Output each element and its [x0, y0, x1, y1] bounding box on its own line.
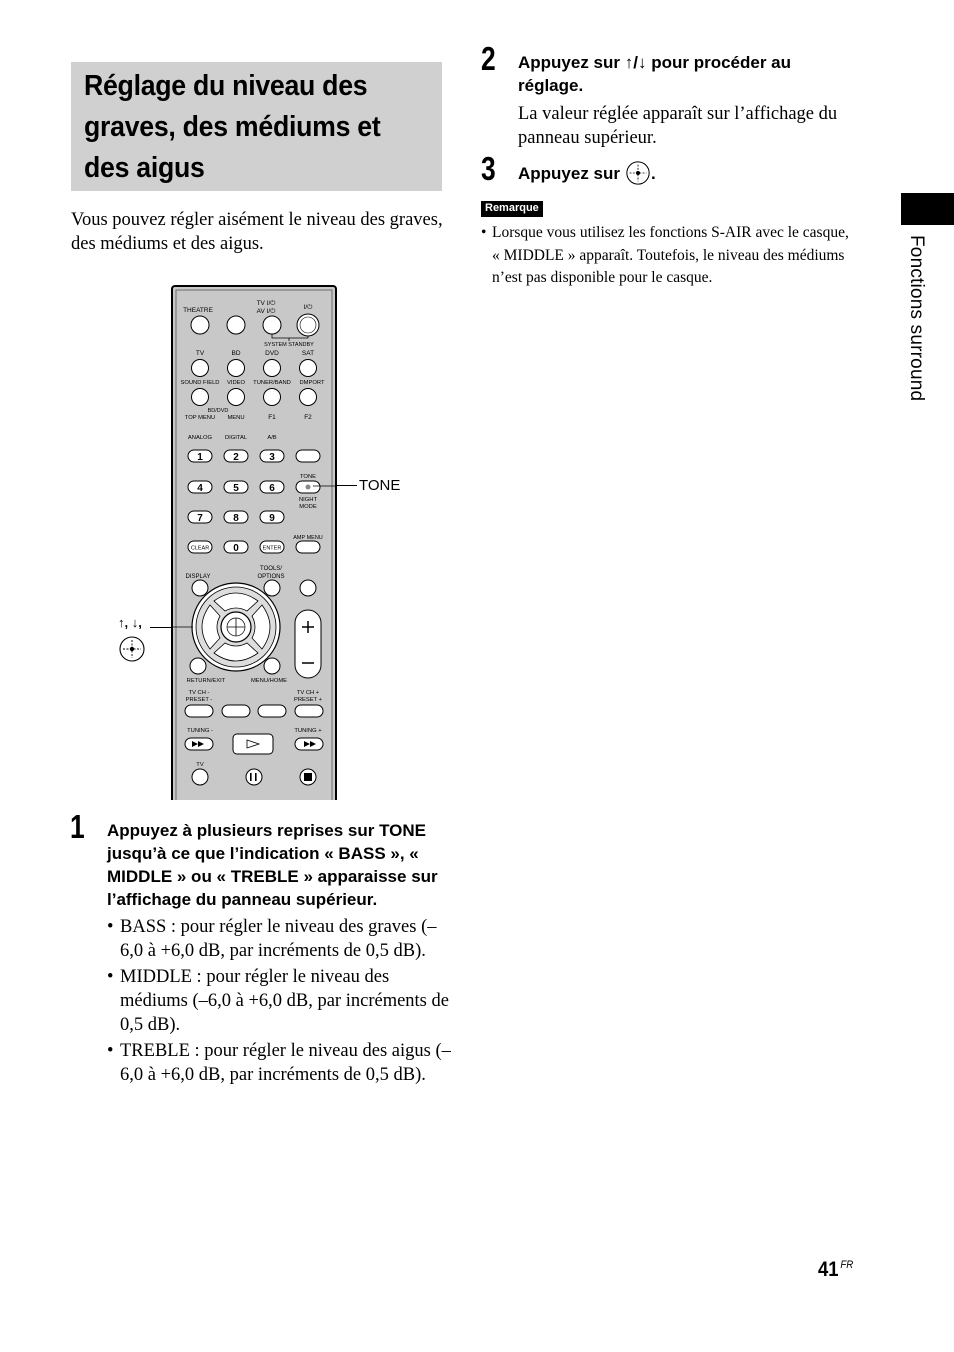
label-bd: BD — [231, 350, 241, 357]
label-theatre: THEATRE — [183, 307, 213, 314]
tuner-band-button[interactable] — [264, 389, 281, 406]
side-tab-label: Fonctions surround — [906, 235, 927, 402]
label-tv: TV — [195, 350, 205, 357]
label-tuning-minus: TUNING - — [187, 728, 213, 734]
remark-list — [481, 222, 856, 292]
label-return-exit: RETURN/EXIT — [186, 678, 226, 684]
label-tv-ch-plus: TV CH + — [296, 690, 320, 696]
label-menu: MENU — [227, 415, 245, 421]
page-title: Réglage du niveau des graves, des médiums et des aigus — [84, 70, 381, 184]
label-power: I/⏻ — [303, 304, 313, 311]
label-sat: SAT — [301, 350, 315, 357]
theatre-button[interactable] — [191, 316, 209, 334]
label-preset-plus: PRESET + — [293, 697, 323, 703]
label-f1: F1 — [268, 414, 276, 421]
input-button[interactable] — [227, 316, 245, 334]
tone-dot-icon — [306, 485, 311, 490]
step-3-number: 3 — [481, 150, 496, 187]
pause-button[interactable] — [246, 769, 262, 785]
digit-7-label: 7 — [197, 513, 203, 524]
step-1-number: 1 — [70, 808, 85, 845]
tone-callout-line — [337, 485, 357, 486]
page-number-value: 41 — [818, 1258, 839, 1281]
digit-3-label: 3 — [269, 452, 275, 463]
remote-illustration — [171, 285, 337, 800]
digit-8-label: 8 — [233, 513, 239, 524]
label-tuning-plus: TUNING + — [294, 728, 322, 734]
digit-4-label: 4 — [197, 483, 203, 494]
step-1-bullets — [107, 915, 455, 1089]
step-1-heading: Appuyez à plusieurs reprises sur TONE jusqu’à ce que l’indication « BASS », « MIDDLE » ou « TREBLE » apparaisse sur l’affichage du panneau supérieur. — [107, 821, 438, 909]
step-3-heading — [518, 160, 656, 186]
sat-input-button[interactable] — [300, 360, 317, 377]
step-2-heading-suffix: pour procéder au réglage. — [518, 53, 792, 95]
label-digital: DIGITAL — [224, 435, 248, 441]
amp-menu-button[interactable] — [296, 541, 320, 553]
remark-badge: Remarque — [481, 201, 543, 217]
volume-rocker[interactable] — [295, 610, 321, 678]
return-exit-button[interactable] — [190, 658, 206, 674]
arrows-callout-line — [150, 627, 172, 628]
remark-text: • Lorsque vous utilisez les fonctions S-AIR avec le casque, « MIDDLE » apparaît. Toutefois, le niveau des médiums n’est pas disponible pour le casque. — [481, 222, 856, 290]
label-tv-ch-minus: TV CH - — [188, 690, 210, 696]
bullet-treble: • TREBLE : pour régler le niveau des aigus (–6,0 à +6,0 dB, par incréments de 0,5 dB). — [107, 1039, 455, 1087]
tone-callout-label: TONE — [359, 477, 401, 494]
label-ab: A/B — [267, 435, 277, 441]
step-3-period: . — [651, 163, 656, 183]
bullet-middle: • MIDDLE : pour régler le niveau des médiums (–6,0 à +6,0 dB, par incréments de 0,5 dB). — [107, 965, 455, 1037]
step-2-number: 2 — [481, 40, 496, 77]
clear-label: CLEAR — [190, 545, 210, 552]
dvd-input-button[interactable] — [264, 360, 281, 377]
label-dvd: DVD — [265, 350, 279, 357]
enter-label: ENTER — [262, 545, 282, 552]
advance-button[interactable] — [258, 705, 286, 717]
intro-text: Vous pouvez régler aisément le niveau des graves, des médiums et des aigus. — [71, 210, 443, 254]
page-number — [818, 1258, 853, 1282]
label-mode: MODE — [299, 504, 317, 510]
label-tv-power: TV I/⏻ — [256, 300, 276, 307]
label-analog: ANALOG — [187, 435, 213, 441]
replay-button[interactable] — [222, 705, 250, 717]
step-3-heading-text: Appuyez sur — [518, 163, 621, 183]
sound-field-button[interactable] — [192, 389, 209, 406]
label-display: DISPLAY — [185, 574, 211, 580]
label-tuner-band: TUNER/BAND — [253, 380, 291, 386]
tv-power-button[interactable] — [263, 316, 281, 334]
label-menu-home: MENU/HOME — [250, 678, 288, 684]
arrows-callout-label: ↑, ↓, — [118, 615, 142, 630]
label-system-standby: SYSTEM STANDBY — [264, 342, 314, 348]
label-preset-minus: PRESET - — [185, 697, 213, 703]
label-top-menu: TOP MENU — [184, 415, 216, 421]
up-down-arrows-icon: ↑/↓ — [624, 53, 647, 72]
display-button[interactable] — [192, 580, 208, 596]
digit-0-label: 0 — [233, 543, 239, 554]
label-sound-field: SOUND FIELD — [180, 380, 220, 386]
label-tone: TONE — [300, 474, 316, 480]
subtitle-button[interactable] — [296, 450, 320, 462]
tv-input-button[interactable] — [192, 360, 209, 377]
bd-input-button[interactable] — [228, 360, 245, 377]
digit-9-label: 9 — [269, 513, 275, 524]
enter-symbol-icon — [118, 635, 146, 668]
digit-2-label: 2 — [233, 452, 239, 463]
step-2-heading-prefix: Appuyez sur — [518, 53, 625, 72]
tools-options-button[interactable] — [264, 580, 280, 596]
label-tools: TOOLS/ — [260, 566, 282, 572]
dmport-button[interactable] — [300, 389, 317, 406]
menu-home-button[interactable] — [264, 658, 280, 674]
tv-bottom-button[interactable] — [192, 769, 208, 785]
muting-button[interactable] — [300, 580, 316, 596]
digit-6-label: 6 — [269, 483, 275, 494]
digit-1-label: 1 — [197, 452, 203, 463]
video-button[interactable] — [228, 389, 245, 406]
label-av-power: AV I/⏻ — [256, 308, 276, 315]
page-number-suffix: FR — [840, 1259, 854, 1271]
enter-circle-icon — [625, 160, 651, 186]
label-dmport: DMPORT — [299, 380, 325, 386]
step-2-body: La valeur réglée apparaît sur l’affichage du panneau supérieur. — [518, 104, 838, 148]
play-button[interactable] — [233, 734, 273, 754]
side-tab-marker — [901, 193, 954, 225]
label-amp-menu: AMP MENU — [293, 535, 323, 541]
label-options: OPTIONS — [257, 574, 285, 580]
preset-minus-button[interactable] — [185, 705, 213, 717]
label-night: NIGHT — [298, 497, 318, 503]
digit-5-label: 5 — [233, 483, 239, 494]
step-2-heading — [518, 51, 848, 97]
label-f2: F2 — [304, 414, 312, 421]
label-tv-bottom: TV — [196, 762, 204, 768]
preset-plus-button[interactable] — [295, 705, 323, 717]
title-box — [71, 62, 442, 191]
label-bd-dvd: BD/DVD — [207, 408, 229, 414]
bullet-bass: • BASS : pour régler le niveau des graves (–6,0 à +6,0 dB, par incréments de 0,5 dB). — [107, 915, 455, 963]
label-video: VIDEO — [226, 380, 246, 386]
